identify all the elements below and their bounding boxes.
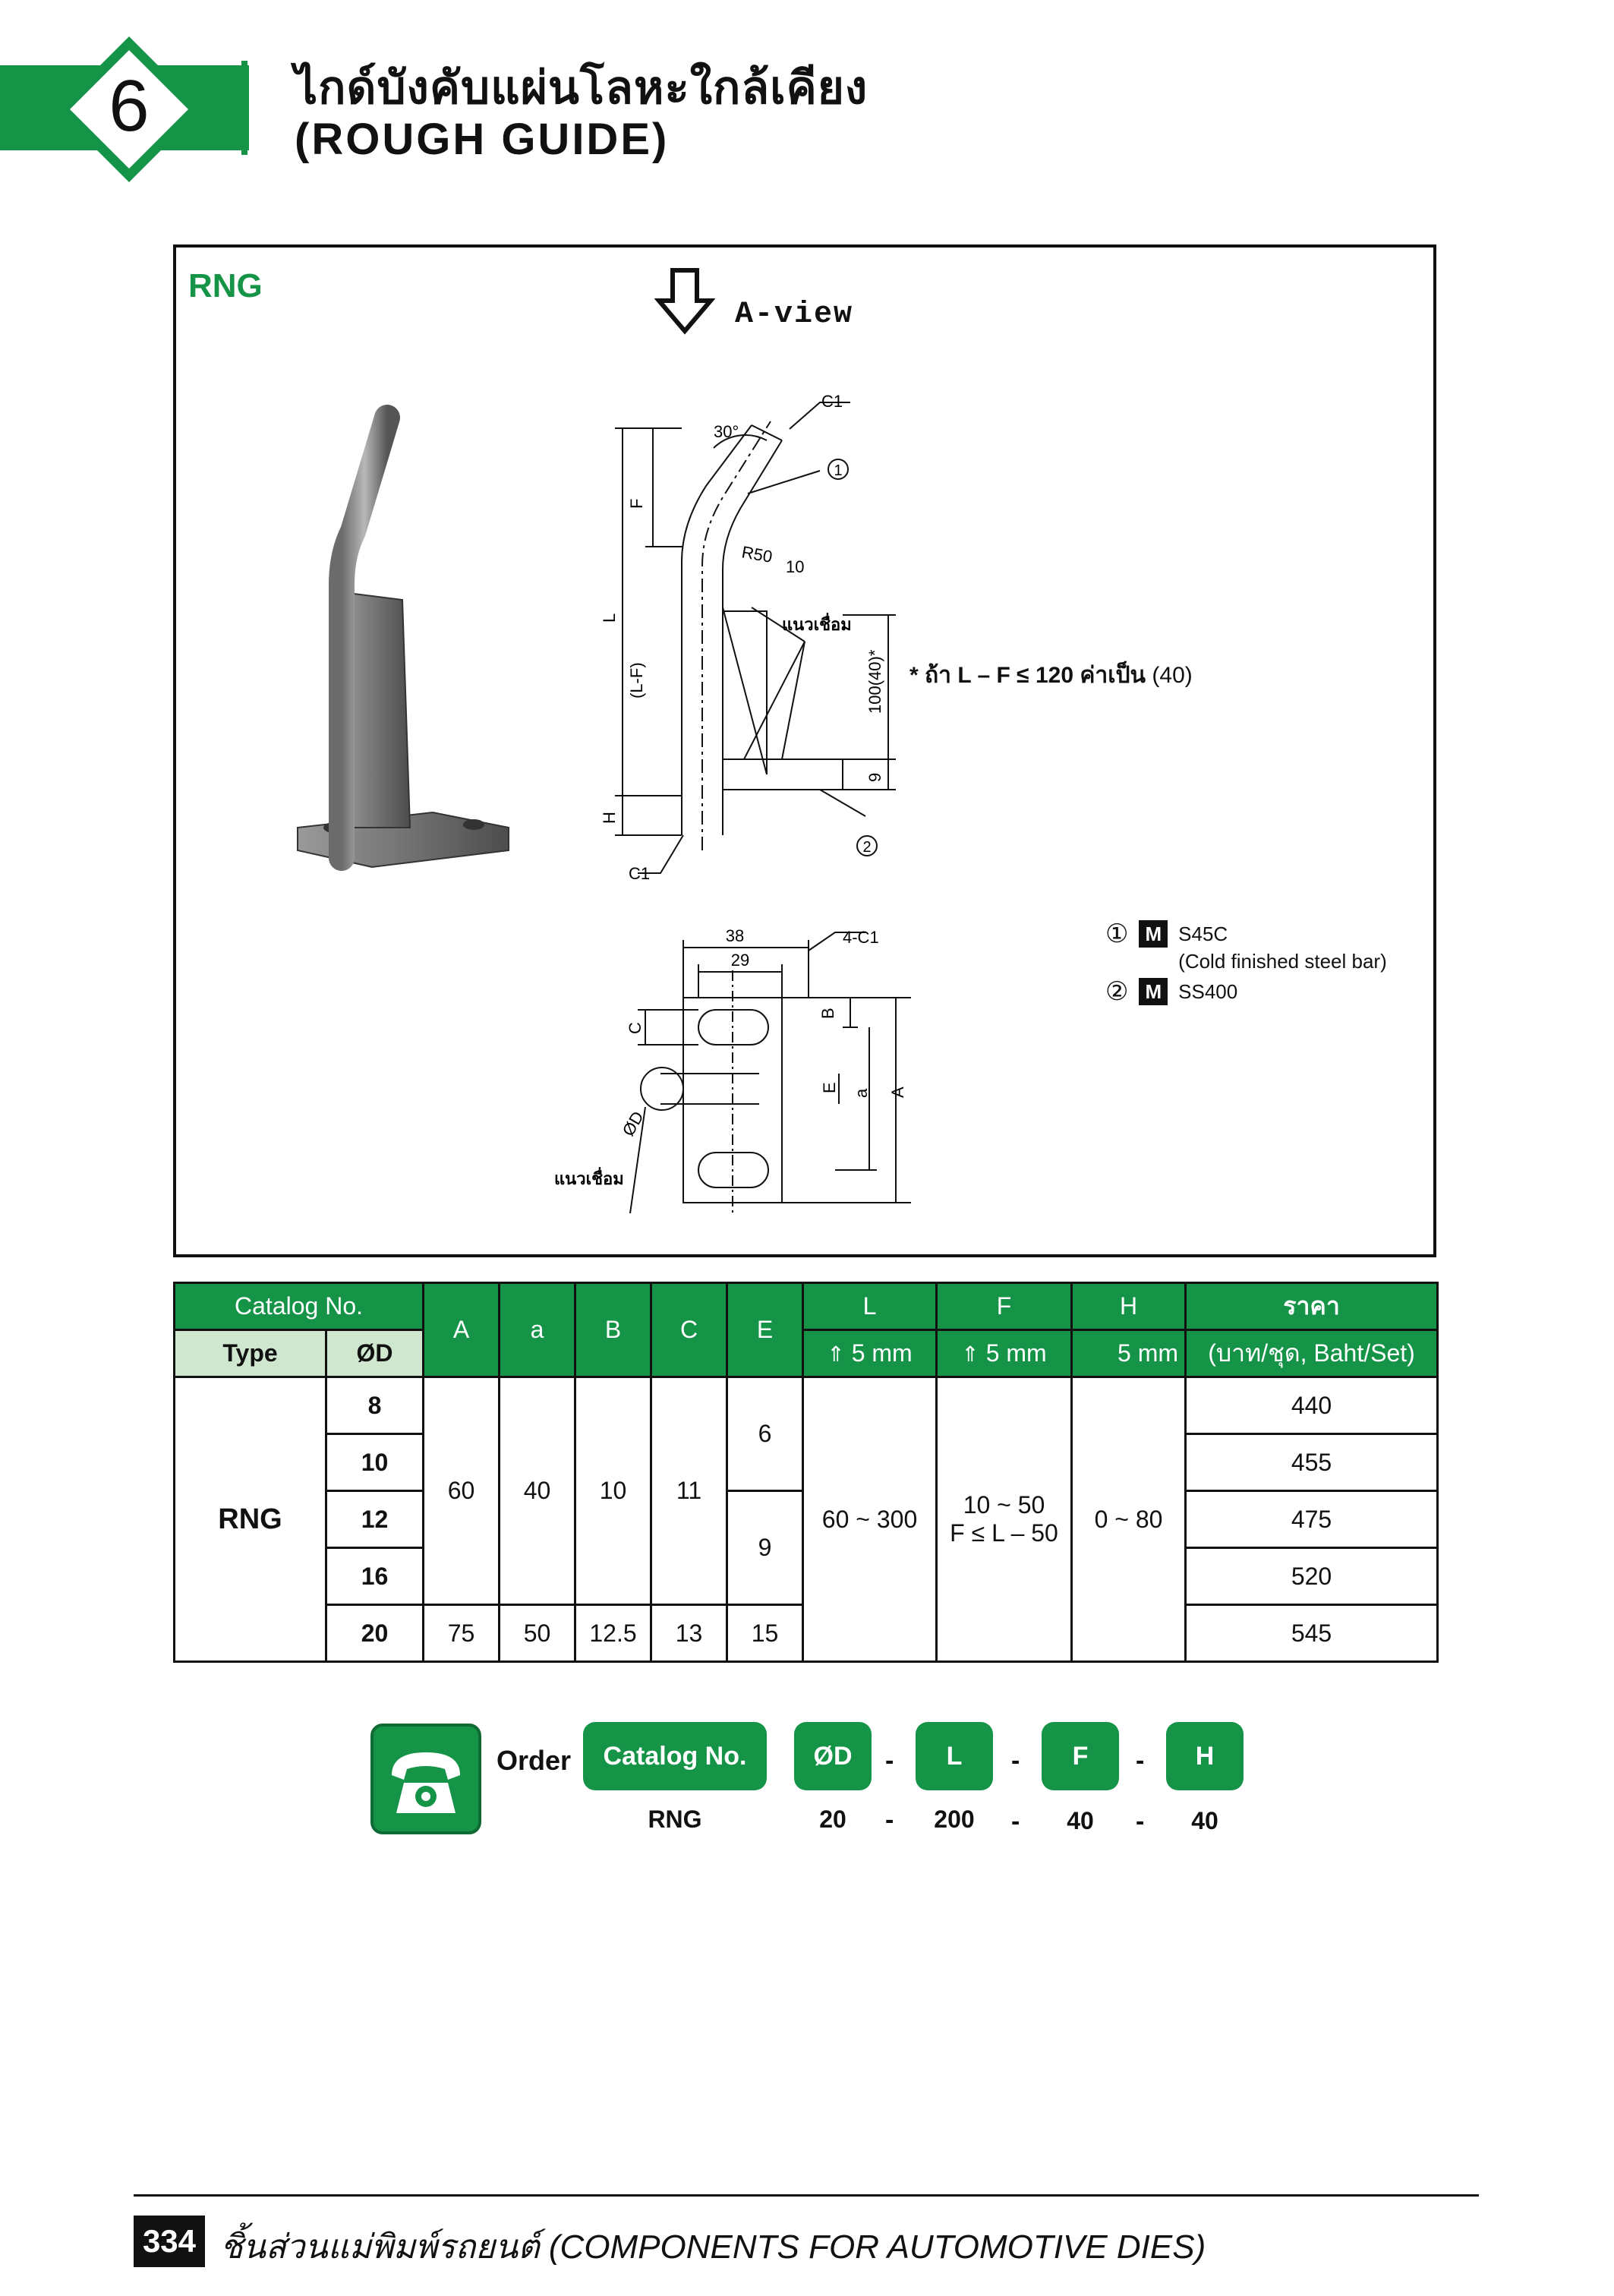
col-l-step: ⇑ 5 mm xyxy=(803,1330,937,1377)
order-field-f: F xyxy=(1042,1722,1119,1790)
weld-line-label-2: แนวเชื่อม xyxy=(554,1169,624,1188)
col-h-header: H xyxy=(1072,1283,1186,1330)
f-range-cell: 10 ~ 50 F ≤ L – 50 xyxy=(937,1377,1072,1662)
l-range-cell: 60 ~ 300 xyxy=(803,1377,937,1662)
dim-angle: 30° xyxy=(714,422,739,441)
page-title-english: (ROUGH GUIDE) xyxy=(295,115,670,164)
order-example-catalog: RNG xyxy=(648,1806,702,1833)
step-arrow-icon: ⇑ xyxy=(961,1342,979,1366)
dim-c1-top: C1 xyxy=(821,392,843,411)
col-h-step: 5 mm xyxy=(1072,1330,1186,1377)
od-cell: 12 xyxy=(326,1491,424,1548)
height-note xyxy=(909,658,1193,693)
dim-f: F xyxy=(627,498,646,509)
order-example-f: 40 xyxy=(1067,1807,1094,1834)
order-separator: - xyxy=(1011,1807,1020,1836)
dim-4-c1: 4-C1 xyxy=(843,928,879,947)
order-label: Order xyxy=(496,1745,572,1776)
a-view-label: A-view xyxy=(735,298,854,332)
e-cell: 9 xyxy=(727,1491,803,1605)
material-row-1: ① M S45C (Cold finished steel bar) xyxy=(1105,919,1387,973)
dim-b: B xyxy=(818,1008,837,1019)
order-field-catalog: Catalog No. xyxy=(583,1722,767,1790)
order-separator: - xyxy=(885,1746,894,1775)
order-field-l: L xyxy=(916,1722,993,1790)
svg-text:1: 1 xyxy=(834,462,843,479)
col-a-small-header: a xyxy=(500,1283,575,1377)
chapter-number: 6 xyxy=(109,65,150,147)
od-cell: 10 xyxy=(326,1434,424,1491)
dim-c1-bottom: C1 xyxy=(629,864,651,883)
a-small-cell: 40 xyxy=(500,1377,575,1605)
dim-29: 29 xyxy=(730,951,750,970)
header-divider xyxy=(241,61,247,155)
dim-a-large: A xyxy=(888,1086,907,1098)
product-photo xyxy=(288,402,531,888)
order-separator: - xyxy=(885,1806,894,1834)
page-title-thai: ไกด์บังคับแผ่นโลหะใกล้เคียง xyxy=(295,62,868,113)
price-unit: (บาท/ชุด, Baht/Set) xyxy=(1186,1330,1438,1377)
order-example-h: 40 xyxy=(1191,1807,1218,1834)
dim-ten: 10 xyxy=(786,557,805,576)
order-example-l: 200 xyxy=(934,1806,975,1833)
col-f-header: F xyxy=(937,1283,1072,1330)
e-cell: 6 xyxy=(727,1377,803,1491)
price-cell: 440 xyxy=(1186,1377,1438,1434)
price-cell: 475 xyxy=(1186,1491,1438,1548)
order-field-h: H xyxy=(1166,1722,1244,1790)
side-view-drawing xyxy=(592,380,957,896)
dim-l: L xyxy=(600,613,619,623)
page-number: 334 xyxy=(134,2216,205,2267)
material-row-2: ② M SS400 xyxy=(1105,977,1238,1006)
col-e-header: E xyxy=(727,1283,803,1377)
b-cell: 10 xyxy=(575,1377,651,1605)
dim-a-small: a xyxy=(852,1088,871,1098)
telephone-icon xyxy=(369,1722,483,1836)
c-cell: 11 xyxy=(651,1377,727,1605)
e-cell: 15 xyxy=(727,1605,803,1662)
svg-text:2: 2 xyxy=(862,839,872,856)
material-badge: M xyxy=(1139,978,1168,1005)
col-b-header: B xyxy=(575,1283,651,1377)
plan-view-drawing xyxy=(531,925,941,1213)
down-arrow-icon xyxy=(654,267,715,336)
od-cell: 8 xyxy=(326,1377,424,1434)
order-separator: - xyxy=(1136,1807,1145,1836)
c-cell: 13 xyxy=(651,1605,727,1662)
col-f-step: ⇑ 5 mm xyxy=(937,1330,1072,1377)
b-cell: 12.5 xyxy=(575,1605,651,1662)
dim-nine: 9 xyxy=(865,772,884,782)
od-cell: 20 xyxy=(326,1605,424,1662)
a-cell: 60 xyxy=(424,1377,500,1605)
h-range-cell: 0 ~ 80 xyxy=(1072,1377,1186,1662)
order-example-od: 20 xyxy=(819,1806,846,1833)
price-cell: 520 xyxy=(1186,1548,1438,1605)
a-small-cell: 50 xyxy=(500,1605,575,1662)
material-badge: M xyxy=(1139,920,1168,948)
materials-legend xyxy=(1105,920,1387,1005)
col-c-header: C xyxy=(651,1283,727,1377)
col-a-header: A xyxy=(424,1283,500,1377)
note-value: (40) xyxy=(1152,663,1193,688)
step-arrow-icon: ⇑ xyxy=(827,1342,845,1366)
footer-caption: ชิ้นส่วนแม่พิมพ์รถยนต์ (COMPONENTS FOR AUTOMOTIVE DIES) xyxy=(220,2228,1206,2266)
dim-h: H xyxy=(600,812,619,824)
weld-line-label: แนวเชื่อม xyxy=(782,615,852,634)
price-cell: 545 xyxy=(1186,1605,1438,1662)
dim-l-minus-f: (L-F) xyxy=(627,662,646,699)
order-field-od: ØD xyxy=(794,1722,872,1790)
dim-38: 38 xyxy=(725,926,745,945)
specification-table xyxy=(173,1282,1439,1663)
dim-od: ØD xyxy=(618,1108,648,1140)
type-cell: RNG xyxy=(175,1377,326,1662)
col-price-header: ราคา xyxy=(1186,1283,1438,1330)
price-cell: 455 xyxy=(1186,1434,1438,1491)
dim-c: C xyxy=(626,1022,645,1034)
footer-rule xyxy=(134,2194,1479,2197)
a-cell: 75 xyxy=(424,1605,500,1662)
od-cell: 16 xyxy=(326,1548,424,1605)
order-separator: - xyxy=(1011,1746,1020,1775)
note-prefix: * ถ้า L – F ≤ 120 ค่าเป็น xyxy=(909,663,1146,688)
product-label: RNG xyxy=(188,267,263,304)
chapter-badge xyxy=(53,33,205,185)
dim-radius: R50 xyxy=(740,542,774,566)
od-header: ØD xyxy=(326,1330,424,1377)
order-separator: - xyxy=(1136,1746,1145,1775)
catalog-no-header: Catalog No. xyxy=(175,1283,424,1330)
dim-height: 100(40)* xyxy=(865,649,884,714)
dim-e: E xyxy=(820,1082,839,1093)
type-header: Type xyxy=(175,1330,326,1377)
col-l-header: L xyxy=(803,1283,937,1330)
